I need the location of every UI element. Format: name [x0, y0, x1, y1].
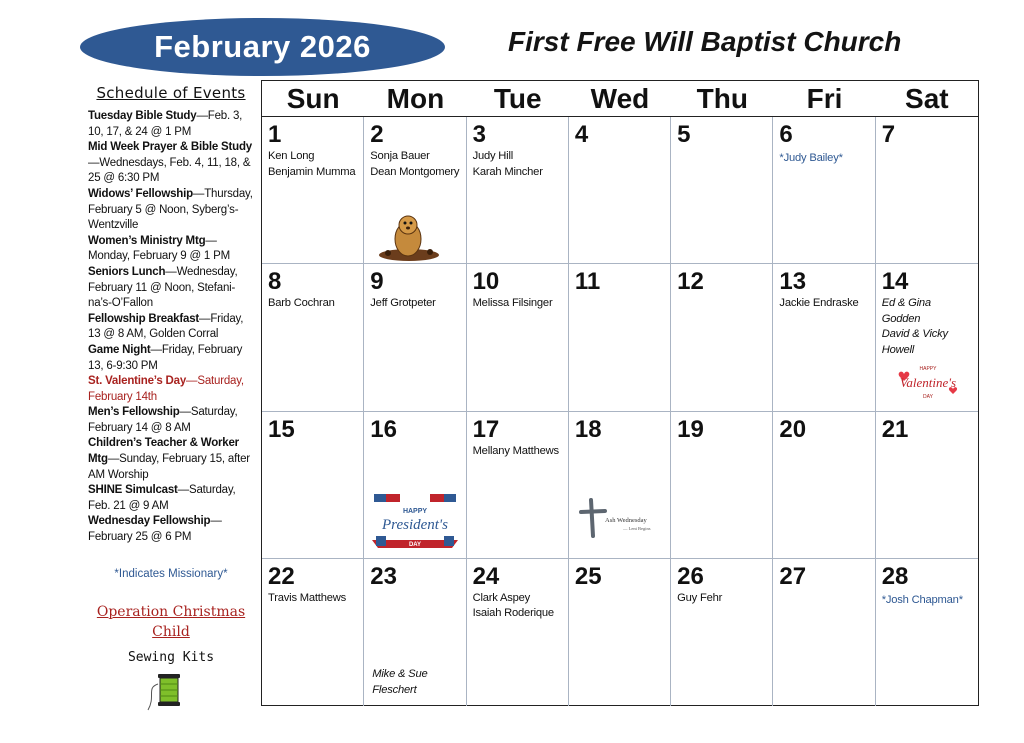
event-item: [88, 234, 254, 265]
weekday-mon: Mon: [386, 83, 445, 114]
day-note: *Judy Bailey*: [779, 152, 843, 164]
thread-spool-icon: [144, 670, 190, 714]
day-note: Karah Mincher: [472, 165, 543, 178]
event-title: Seniors Lunch: [88, 265, 166, 278]
day-number: 15: [268, 415, 295, 443]
day-number: 19: [677, 415, 704, 443]
day-number: 12: [677, 268, 704, 296]
day-note: Ken Long: [268, 150, 315, 162]
valentine-happy-text: HAPPY: [919, 365, 937, 372]
day-cell: [773, 264, 875, 411]
day-number: 22: [268, 562, 295, 590]
day-note: Travis Matthews: [268, 591, 347, 604]
day-note: Guy Fehr: [677, 591, 723, 604]
day-number: 1: [268, 121, 282, 148]
day-number: 27: [779, 562, 807, 590]
day-note: Judy Hill: [472, 150, 514, 162]
event-detail: —Sunday, February 15, after AM Worship: [88, 453, 250, 481]
event-item: [88, 140, 254, 187]
event-detail: —Friday, 13 @ 8 AM, Golden Corral: [88, 312, 244, 341]
event-title: Women’s Ministry Mtg: [88, 234, 206, 247]
day-note: Isaiah Roderique: [472, 607, 554, 620]
day-note: Benjamin Mumma: [268, 165, 356, 178]
groundhog-icon: [376, 211, 442, 261]
church-name: First Free Will Baptist Church: [508, 26, 902, 57]
day-cell: [364, 117, 466, 264]
weekday-header: [262, 81, 978, 117]
occ-line-2: Child: [152, 623, 190, 640]
event-detail: —Saturday, Feb. 21 @ 9 AM: [88, 484, 236, 512]
weekday-tue: Tue: [493, 83, 542, 114]
event-item: [88, 436, 254, 483]
day-cell: [467, 559, 569, 706]
day-note: David & Vicky: [881, 328, 948, 341]
day-cell: [364, 559, 466, 706]
day-note: Godden: [881, 312, 921, 325]
event-title: Game Night: [88, 343, 151, 356]
event-detail: —Feb. 3, 10, 17, & 24 @ 1 PM: [88, 110, 243, 138]
day-number: 13: [779, 268, 807, 296]
day-number: 8: [268, 268, 282, 296]
event-item: [88, 374, 254, 405]
day-cell: [262, 117, 364, 264]
day-number: 18: [574, 415, 602, 443]
weekday-sat: Sat: [905, 83, 949, 114]
event-item: [88, 187, 254, 234]
event-detail: —Monday, February 9 @ 1 PM: [88, 234, 230, 263]
event-title: Fellowship Breakfast: [88, 312, 200, 325]
day-number: 21: [881, 415, 909, 443]
event-list: [88, 109, 254, 546]
day-cell: [773, 412, 875, 559]
occ-line-1: Operation Christmas: [96, 603, 246, 620]
day-note: Melissa Filsinger: [472, 297, 553, 310]
day-cell: [876, 264, 978, 411]
valentine-script-text: Valentine's: [899, 374, 956, 390]
event-detail: —Wednesdays, Feb. 4, 11, 18, & 25 @ 6:30 PM: [88, 156, 251, 185]
day-cell: [262, 412, 364, 559]
day-cell: [569, 264, 671, 411]
event-item: [88, 312, 254, 343]
event-title: St. Valentine’s Day: [88, 375, 187, 388]
day-number: 10: [472, 268, 500, 296]
event-detail: —Saturday, February 14 @ 8 AM: [88, 406, 238, 434]
day-cell: [671, 117, 773, 264]
day-cell: [671, 412, 773, 559]
valentine-day-text: DAY: [922, 393, 933, 400]
ash-wednesday-cross-icon: [573, 498, 669, 538]
day-cell: [773, 559, 875, 706]
day-note: Mellany Matthews: [472, 444, 559, 457]
event-item: [88, 109, 254, 140]
day-number: 25: [574, 562, 602, 590]
lent-begins-text: — Lent Begins: [622, 525, 651, 531]
day-cell: [671, 559, 773, 706]
event-item: [88, 405, 254, 436]
weekday-wed: Wed: [590, 83, 650, 114]
weekday-thu: Thu: [696, 83, 748, 114]
day-cell: [262, 264, 364, 411]
day-cell: [671, 264, 773, 411]
day-cell: [467, 117, 569, 264]
day-number: 4: [574, 121, 589, 148]
event-title: Widows’ Fellowship: [88, 187, 193, 200]
day-cell: [569, 117, 671, 264]
day-cell: [467, 264, 569, 411]
weekday-sun: Sun: [286, 83, 340, 114]
calendar-grid: [262, 117, 978, 706]
event-item: [88, 483, 254, 514]
day-cell: [262, 559, 364, 706]
day-note: Jeff Grotpeter: [370, 297, 436, 310]
day-cell: [876, 559, 978, 706]
day-note: Clark Aspey: [472, 591, 531, 604]
event-item: [88, 343, 254, 374]
day-note: Ed & Gina: [881, 297, 931, 310]
day-cell: [876, 117, 978, 264]
day-number: 6: [779, 121, 793, 148]
event-detail: —Saturday, February 14th: [88, 375, 244, 403]
day-cell: [773, 117, 875, 264]
day-cell: [569, 412, 671, 559]
day-note: Barb Cochran: [268, 297, 335, 310]
day-number: 20: [779, 415, 807, 443]
day-number: 7: [881, 121, 896, 148]
month-title: February 2026: [154, 29, 371, 64]
event-title: SHINE Simulcast: [88, 484, 178, 497]
schedule-heading: Schedule of Events: [96, 84, 246, 102]
day-cell: [876, 412, 978, 559]
day-number: 16: [370, 415, 397, 443]
day-number: 2: [370, 121, 384, 148]
day-number: 3: [472, 121, 486, 148]
event-title: Tuesday Bible Study: [88, 110, 197, 122]
day-number: 14: [881, 268, 909, 296]
day-note: *Josh Chapman*: [881, 593, 963, 606]
february-calendar: [261, 80, 979, 706]
event-detail: —February 25 @ 6 PM: [88, 515, 222, 544]
day-number: 17: [472, 415, 500, 443]
event-title: Mid Week Prayer & Bible Study: [88, 141, 252, 154]
day-note: Jackie Endraske: [779, 297, 859, 310]
sewing-kits-label: Sewing Kits: [127, 649, 215, 665]
day-number: 26: [677, 562, 704, 590]
day-note: Dean Montgomery: [370, 165, 460, 178]
operation-christmas-child-heading: [88, 602, 254, 642]
day-cell: [467, 412, 569, 559]
presidents-script-text: President's: [382, 516, 449, 533]
day-cell: [364, 412, 466, 559]
day-note: Fleschert: [372, 683, 417, 696]
weekday-fri: Fri: [806, 83, 843, 114]
event-item: [88, 265, 254, 312]
presidents-day-icon: [366, 492, 464, 550]
day-number: 24: [472, 562, 500, 590]
event-detail: —Wednesday, February 11 @ Noon, Stefani-na’s-O’Fallon: [88, 265, 238, 310]
valentine-day-icon: [892, 361, 964, 405]
event-title: Men’s Fellowship: [88, 406, 180, 419]
event-title: Children’s Teacher & Worker Mtg: [88, 437, 239, 466]
day-number: 5: [677, 121, 691, 148]
day-cell: [364, 264, 466, 411]
event-detail: —Thursday, February 5 @ Noon, Syberg’s-Wentzville: [88, 187, 253, 232]
event-detail: —Friday, February 13, 6-9:30 PM: [88, 343, 243, 372]
day-number: 28: [881, 562, 909, 590]
day-note: Sonja Bauer: [370, 150, 430, 162]
presidents-happy-text: HAPPY: [403, 507, 428, 515]
missionary-note: *Indicates Missionary*: [114, 567, 228, 580]
day-bottom-notes: [372, 667, 427, 698]
day-number: 23: [370, 562, 397, 590]
ash-wednesday-text: Ash Wednesday: [604, 516, 647, 524]
day-number: 11: [574, 268, 601, 296]
schedule-sidebar: [88, 84, 254, 665]
presidents-day-text: DAY: [409, 541, 422, 548]
day-note: Mike & Sue: [372, 668, 428, 680]
event-item: [88, 514, 254, 545]
day-number: 9: [370, 268, 384, 296]
day-note: Howell: [881, 343, 915, 356]
month-banner: [80, 18, 445, 76]
day-cell: [569, 559, 671, 706]
event-title: Wednesday Fellowship: [88, 515, 211, 528]
